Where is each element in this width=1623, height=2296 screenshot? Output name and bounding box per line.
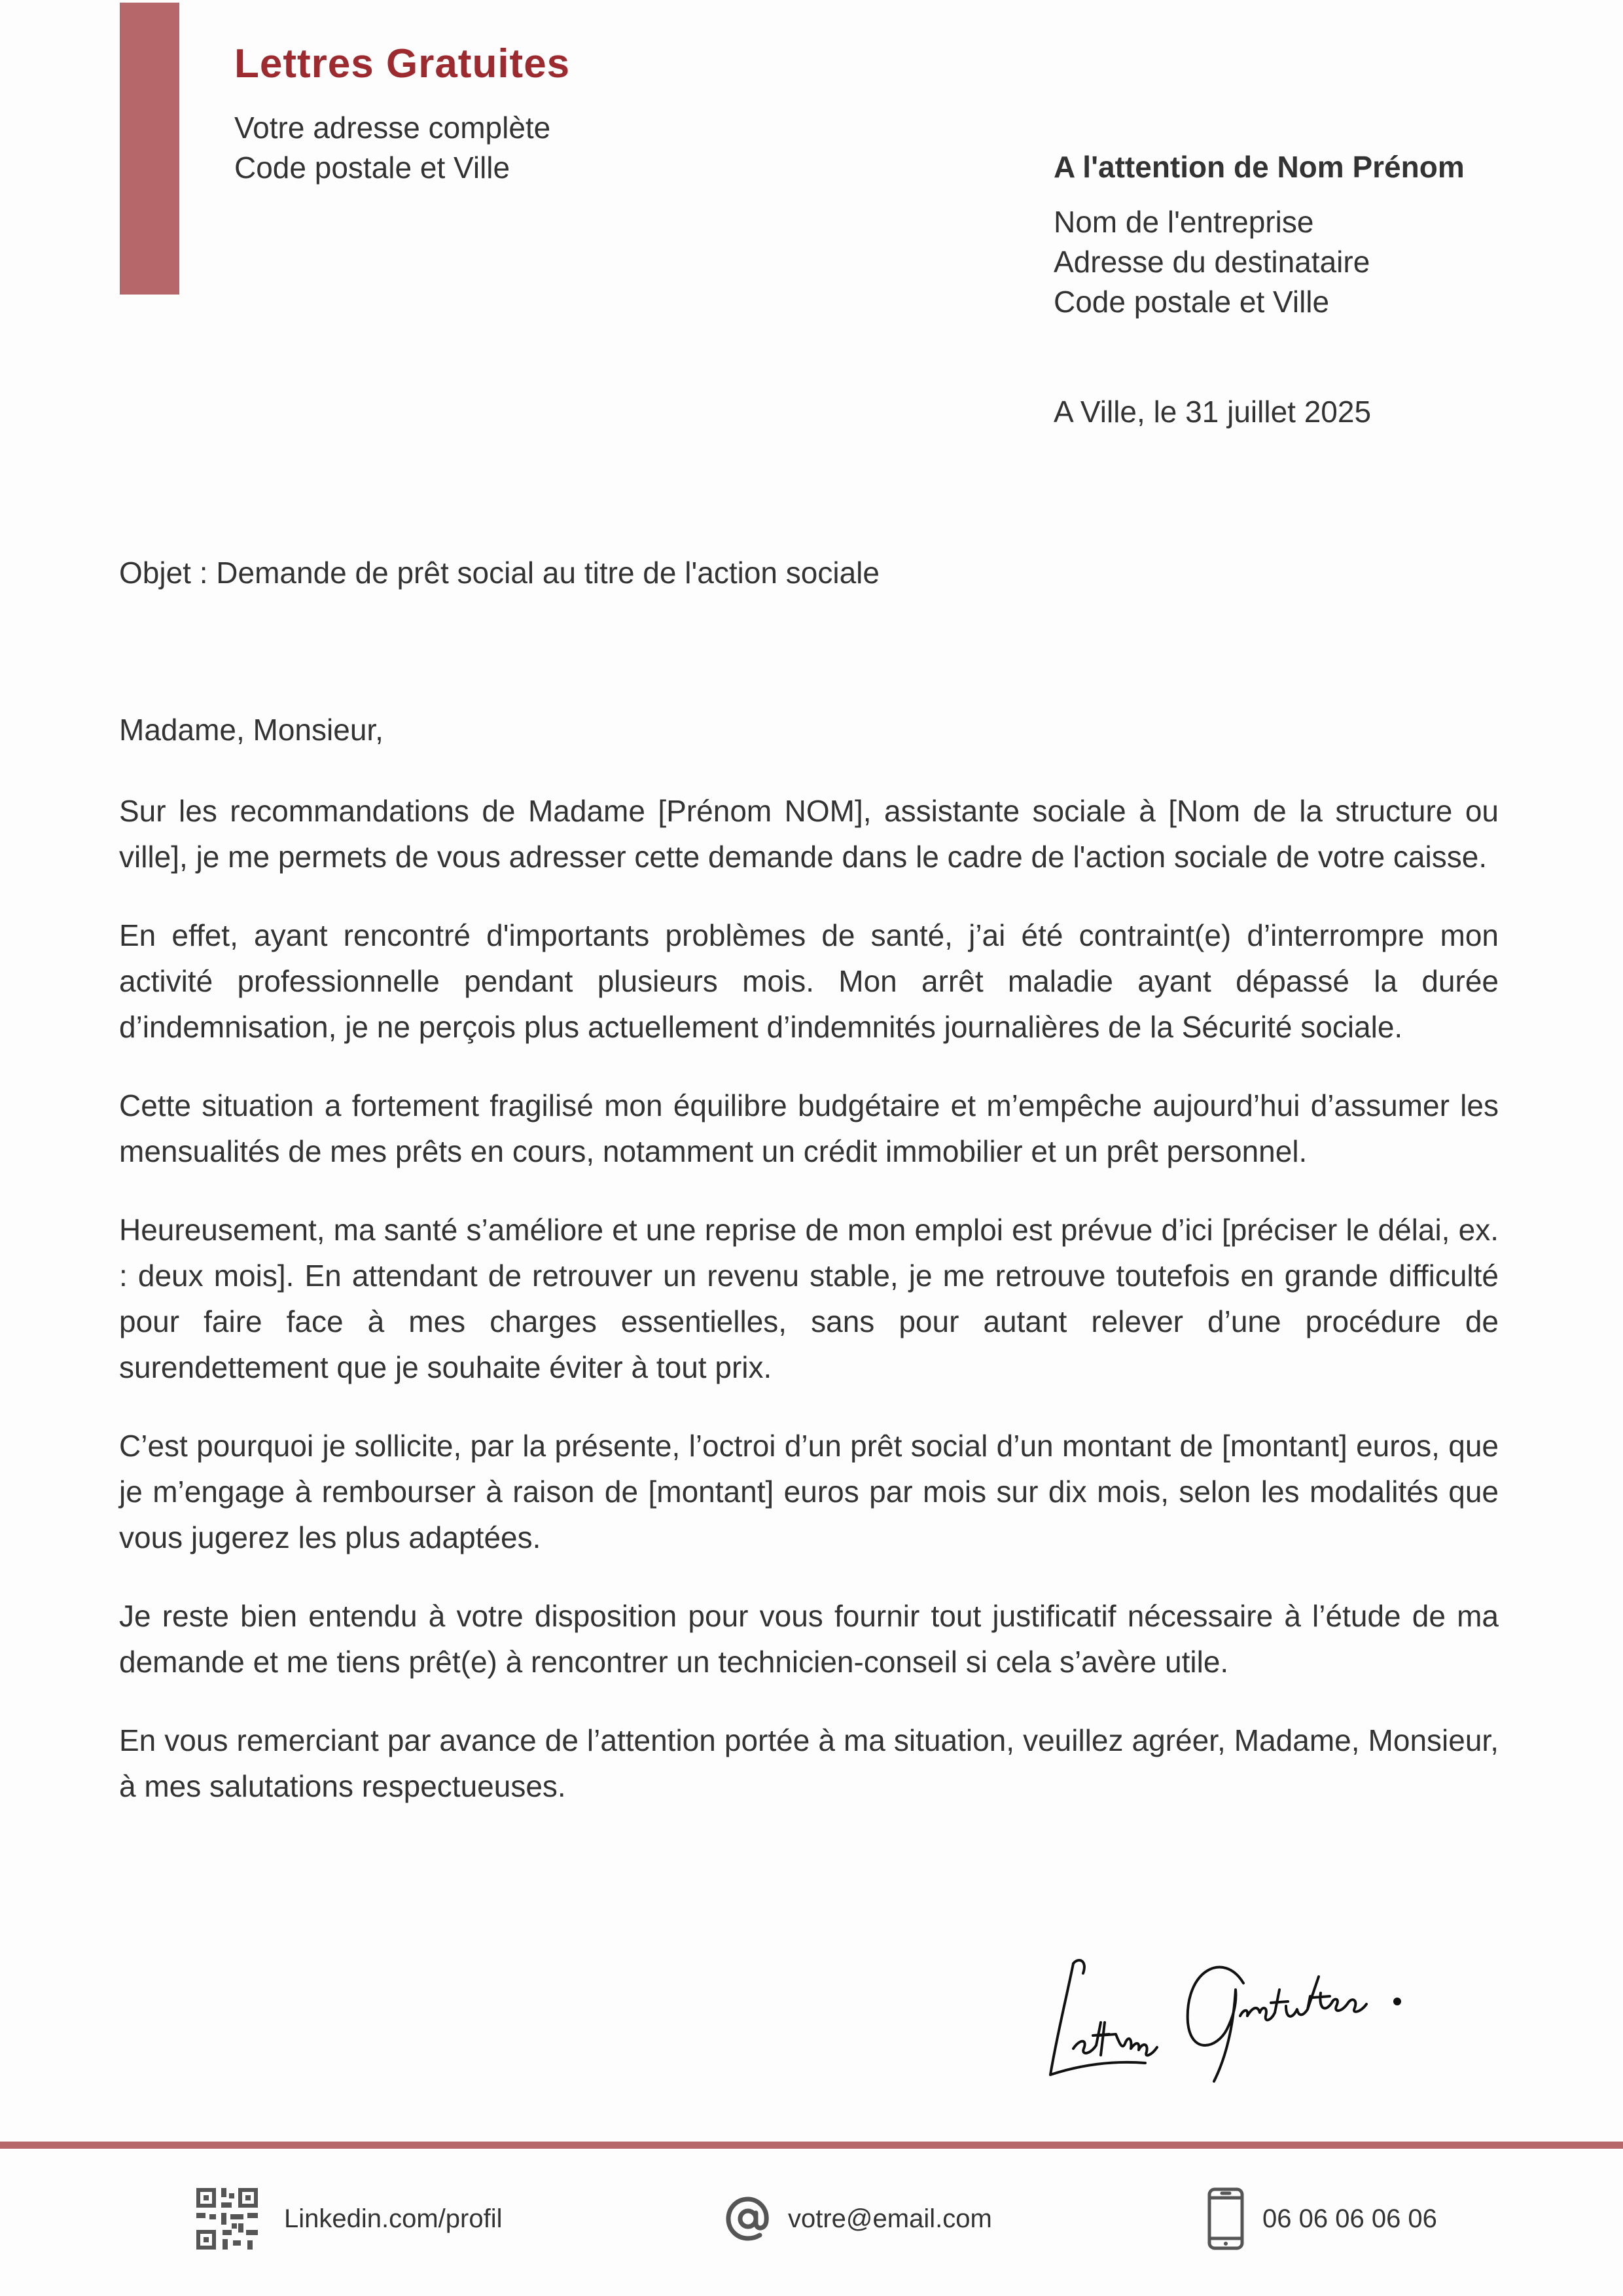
sender-address: Votre adresse complète xyxy=(234,111,551,145)
footer-phone xyxy=(1207,2186,1437,2251)
sender-name: Lettres Gratuites xyxy=(234,41,571,86)
body-paragraph: C’est pourquoi je sollicite, par la présente, l’octroi d’un prêt social d’un montant de [montant] euros, que je m’engage à rembourser à raison de [montant] euros par mois sur dix mois, selon les modalités que vous jugerez les plus adaptées. xyxy=(119,1429,1499,1554)
recipient-company: Nom de l'entreprise xyxy=(1054,205,1314,239)
letter-date: A Ville, le 31 juillet 2025 xyxy=(1054,395,1372,429)
recipient-attention: A l'attention de Nom Prénom xyxy=(1054,150,1465,184)
sender-city: Code postale et Ville xyxy=(234,151,510,185)
body-paragraph: En effet, ayant rencontré d'importants problèmes de santé, j’ai été contraint(e) d’interrompre mon activité professionnelle pendant plusieurs mois. Mon arrêt maladie ayant dépassé la durée d’indemnisation, je ne perçois plus actuellement d’indemnités journalières de la Sécurité sociale. xyxy=(119,918,1499,1044)
body-paragraph: Je reste bien entendu à votre disposition pour vous fournir tout justificatif nécessaire à l’étude de ma demande et me tiens prêt(e) à rencontrer un technicien-conseil si cela s’avère utile. xyxy=(119,1599,1499,1679)
footer-linkedin xyxy=(196,2186,503,2251)
handwritten-signature xyxy=(1027,1924,1420,2094)
footer-divider xyxy=(0,2142,1623,2149)
header-accent-bar xyxy=(120,3,179,295)
qr-code-icon xyxy=(196,2188,258,2250)
letter-body xyxy=(119,788,1499,1842)
body-paragraph: Cette situation a fortement fragilisé mon équilibre budgétaire et m’empêche aujourd’hui d’assumer les mensualités de mes prêts en cours, notamment un crédit immobilier et un prêt personnel. xyxy=(119,1088,1499,1168)
phone-label: 06 06 06 06 06 xyxy=(1262,2204,1437,2233)
letter-salutation: Madame, Monsieur, xyxy=(119,713,383,747)
body-paragraph: Sur les recommandations de Madame [Prénom NOM], assistante sociale à [Nom de la structure ou ville], je me permets de vous adresser cette demande dans le cadre de l'action sociale de votre caisse. xyxy=(119,794,1499,874)
letter-subject: Objet : Demande de prêt social au titre de l'action sociale xyxy=(119,556,880,590)
linkedin-label: Linkedin.com/profil xyxy=(284,2204,503,2233)
at-sign-icon xyxy=(725,2196,771,2242)
body-paragraph: Heureusement, ma santé s’améliore et une reprise de mon emploi est prévue d’ici [préciser le délai, ex. : deux mois]. En attendant de retrouver un revenu stable, je me retrouve toutefois en grande difficulté pour faire face à mes charges essentielles, sans pour autant relever d’une procédure de surendettement que je souhaite éviter à tout prix. xyxy=(119,1213,1499,1384)
body-paragraph: En vous remerciant par avance de l’attention portée à ma situation, veuillez agréer, Madame, Monsieur, à mes salutations respectueuses. xyxy=(119,1723,1499,1803)
mobile-phone-icon xyxy=(1207,2187,1244,2250)
recipient-city: Code postale et Ville xyxy=(1054,285,1330,319)
email-label: votre@email.com xyxy=(788,2204,992,2233)
recipient-address: Adresse du destinataire xyxy=(1054,245,1370,279)
footer-email xyxy=(725,2186,992,2251)
